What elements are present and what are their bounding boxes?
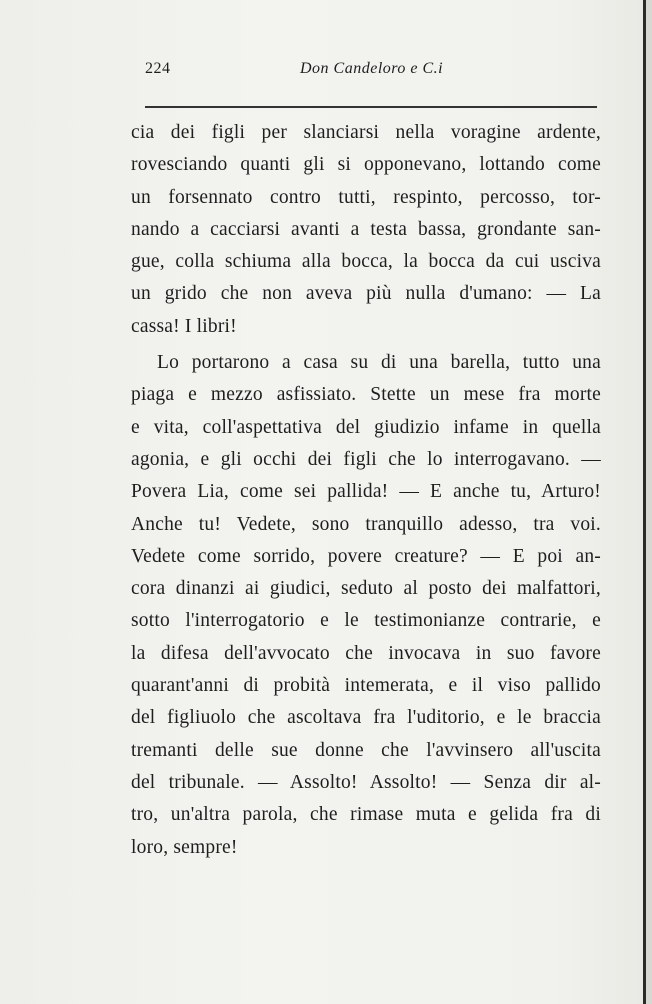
text-line: cassa! I libri! xyxy=(131,315,237,337)
text-line: un grido che non aveva più nulla d'umano: — La xyxy=(131,283,601,305)
text-line: Anche tu! Vedete, sono tranquillo adesso, tra voi. xyxy=(131,513,601,535)
body-text xyxy=(131,117,601,864)
page-edge-shadow xyxy=(646,0,652,1004)
page-edge xyxy=(643,0,646,1004)
text-line: la difesa dell'avvocato che invocava in suo favore xyxy=(131,642,601,664)
text-line: agonia, e gli occhi dei figli che lo interrogavano. — xyxy=(131,448,601,470)
text-line: Vedete come sorrido, povere creature? — E poi an- xyxy=(131,545,601,567)
text-line: nando a cacciarsi avanti a testa bassa, grondante san- xyxy=(131,218,601,240)
page-header xyxy=(145,60,597,88)
paragraph xyxy=(131,117,601,343)
text-line: piaga e mezzo asfissiato. Stette un mese fra morte xyxy=(131,384,601,406)
text-line: Lo portarono a casa su di una barella, tutto una xyxy=(157,352,601,374)
text-line: gue, colla schiuma alla bocca, la bocca da cui usciva xyxy=(131,251,601,273)
text-line: cora dinanzi ai giudici, seduto al posto dei malfattori, xyxy=(131,578,601,600)
text-line: cia dei figli per slanciarsi nella voragine ardente, xyxy=(131,122,601,143)
text-line: Povera Lia, come sei pallida! — E anche tu, Arturo! xyxy=(131,481,601,503)
text-line: del tribunale. — Assolto! Assolto! — Senza dir al- xyxy=(131,771,601,793)
text-line: tro, un'altra parola, che rimase muta e gelida fra di xyxy=(131,804,601,826)
text-line: rovesciando quanti gli si opponevano, lottando come xyxy=(131,154,601,176)
text-line: tremanti delle sue donne che l'avvinsero all'uscita xyxy=(131,739,601,761)
paragraph xyxy=(131,347,601,864)
page-number: 224 xyxy=(145,60,171,77)
header-rule xyxy=(145,106,597,108)
text-line: e vita, coll'aspettativa del giudizio infame in quella xyxy=(131,416,601,438)
running-title: Don Candeloro e C.i xyxy=(300,60,444,77)
text-line: quarant'anni di probità intemerata, e il viso pallido xyxy=(131,675,601,697)
text-line: sotto l'interrogatorio e le testimonianze contrarie, e xyxy=(131,610,601,632)
text-line: un forsennato contro tutti, respinto, percosso, tor- xyxy=(131,186,601,208)
text-line: loro, sempre! xyxy=(131,836,238,858)
text-line: del figliuolo che ascoltava fra l'uditorio, e le braccia xyxy=(131,707,601,729)
